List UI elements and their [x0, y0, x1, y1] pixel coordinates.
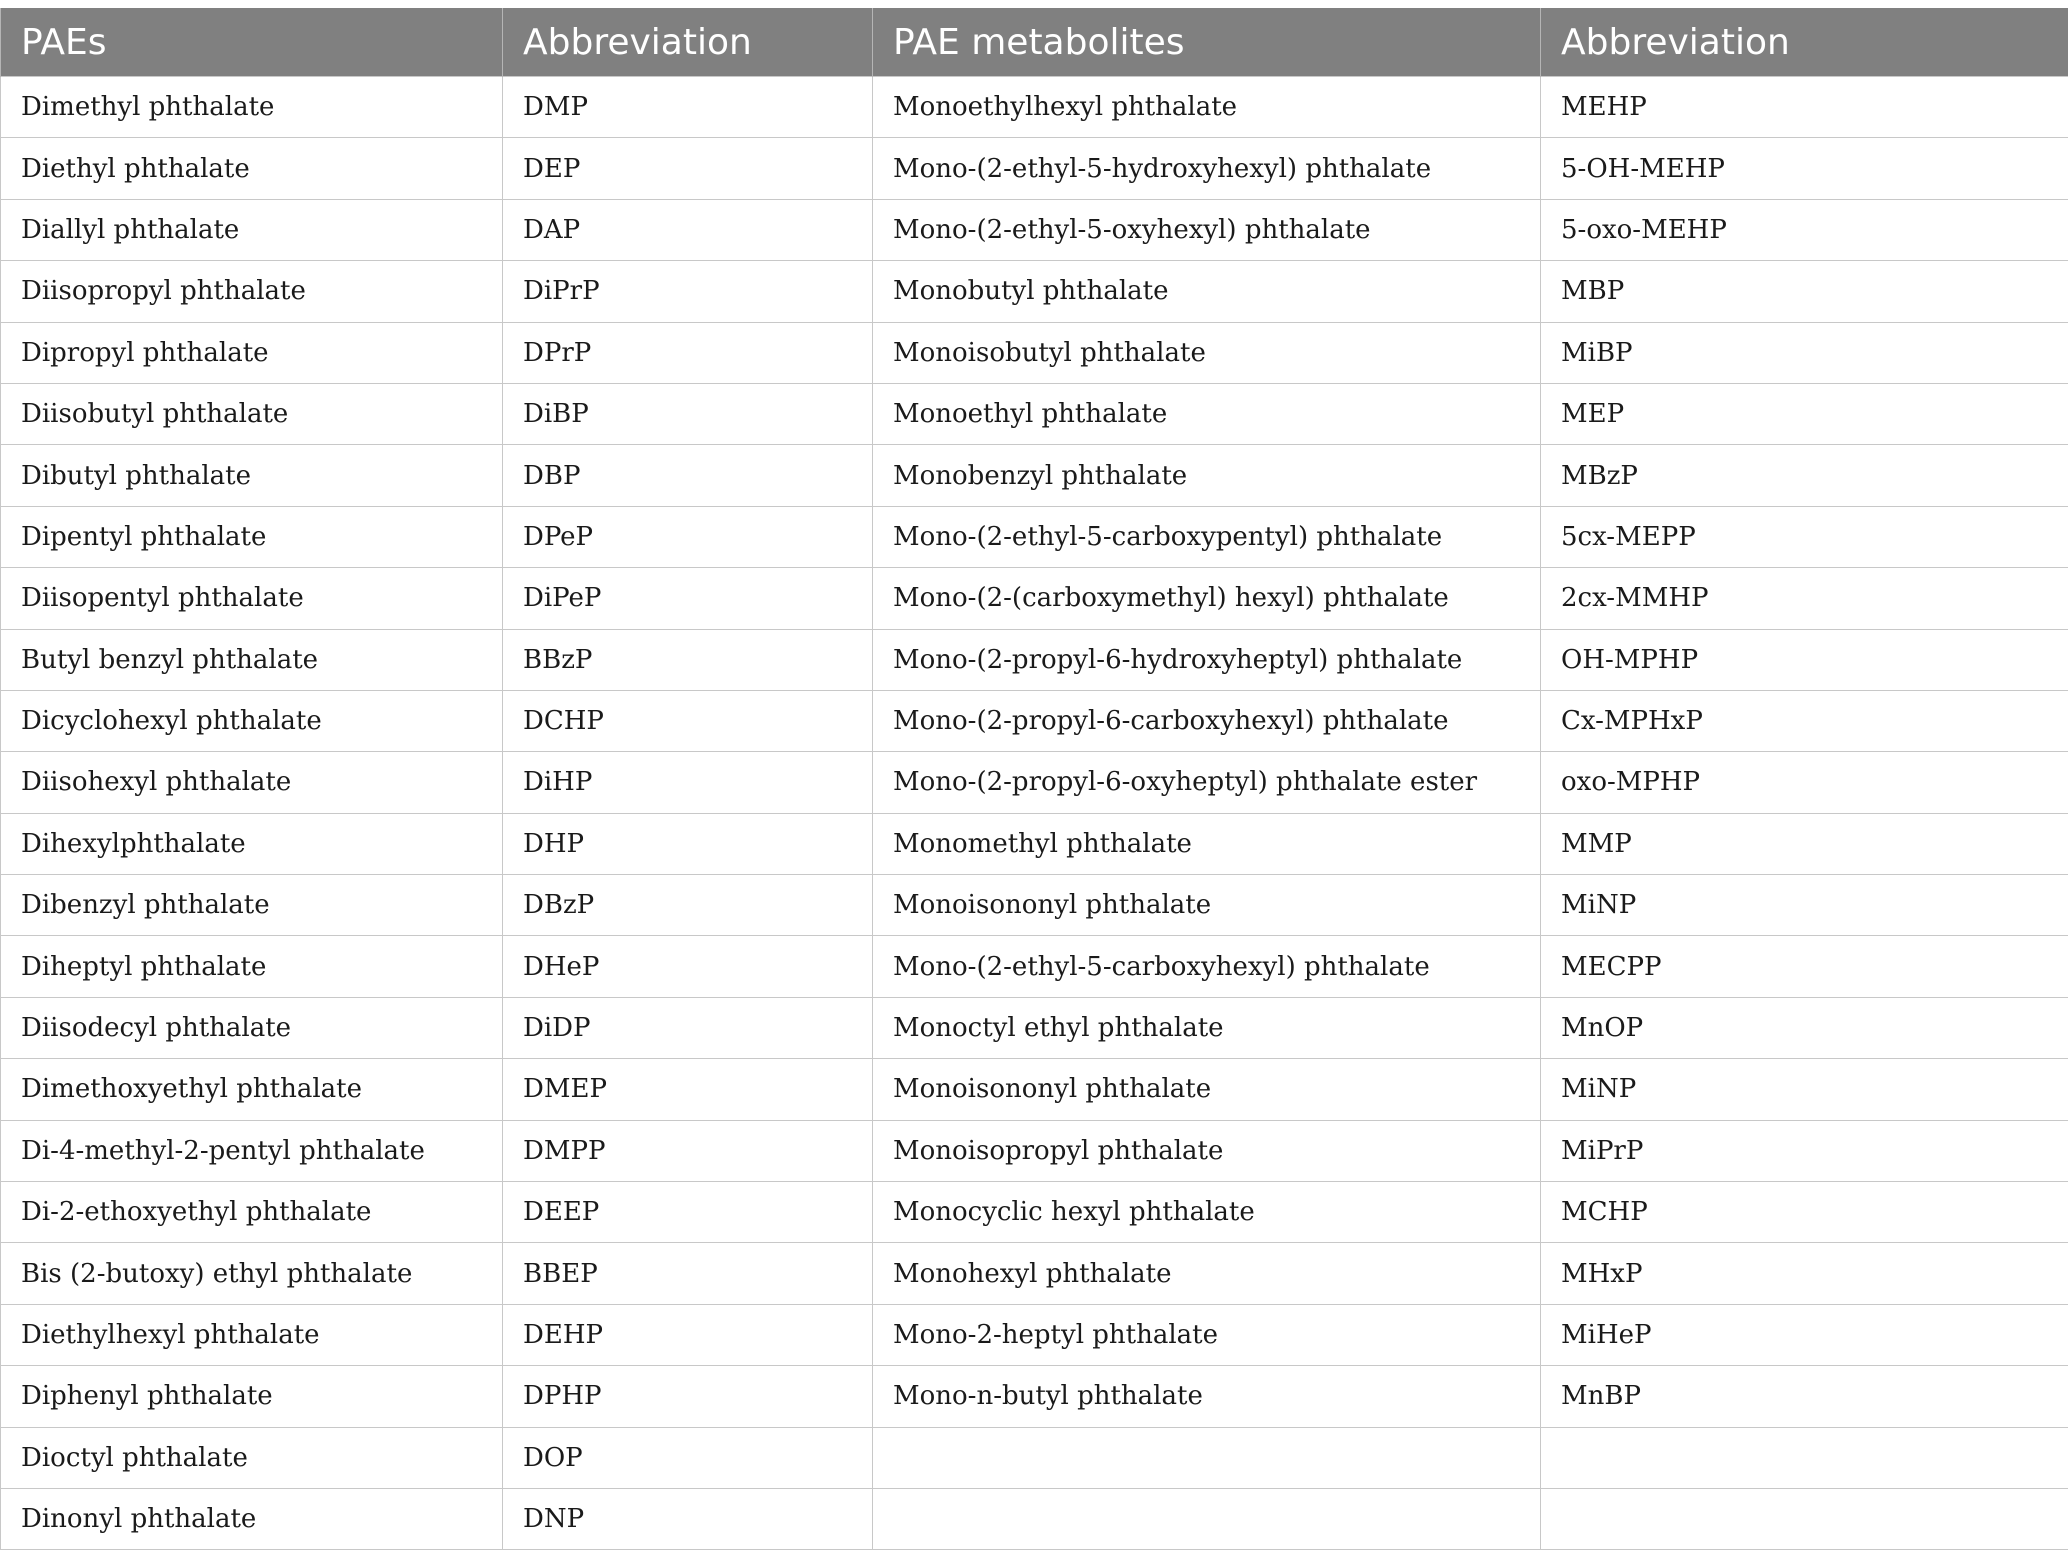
- pae-name-cell: Dimethoxyethyl phthalate: [1, 1059, 503, 1120]
- pae-abbreviation-cell: DBP: [503, 445, 873, 506]
- metabolite-abbreviation-cell: MBP: [1541, 261, 2068, 322]
- table-row: [1, 506, 2068, 567]
- pae-abbreviation-cell: DMPP: [503, 1120, 873, 1181]
- pae-name-cell: Dimethyl phthalate: [1, 77, 503, 138]
- metabolite-abbreviation-cell: Cx-MPHxP: [1541, 690, 2068, 751]
- metabolite-name-cell: Monoethylhexyl phthalate: [873, 77, 1541, 138]
- pae-name-cell: Dipentyl phthalate: [1, 506, 503, 567]
- table-container: [0, 8, 2068, 1550]
- pae-abbreviation-cell: DHP: [503, 813, 873, 874]
- table-header: [1, 8, 2068, 77]
- table-row: [1, 138, 2068, 199]
- pae-abbreviation-cell: DiPrP: [503, 261, 873, 322]
- metabolite-name-cell: Monoisononyl phthalate: [873, 1059, 1541, 1120]
- metabolite-name-cell: Monocyclic hexyl phthalate: [873, 1182, 1541, 1243]
- pae-abbreviation-cell: DEEP: [503, 1182, 873, 1243]
- table-row: [1, 936, 2068, 997]
- metabolite-abbreviation-cell: MnOP: [1541, 997, 2068, 1058]
- metabolite-abbreviation-cell: MBzP: [1541, 445, 2068, 506]
- pae-name-cell: Dihexylphthalate: [1, 813, 503, 874]
- table-row: [1, 875, 2068, 936]
- metabolite-name-cell: Mono-(2-propyl-6-carboxyhexyl) phthalate: [873, 690, 1541, 751]
- table-row: [1, 997, 2068, 1058]
- pae-name-cell: Di-2-ethoxyethyl phthalate: [1, 1182, 503, 1243]
- metabolite-name-cell: Mono-(2-ethyl-5-carboxypentyl) phthalate: [873, 506, 1541, 567]
- pae-name-cell: Dibutyl phthalate: [1, 445, 503, 506]
- metabolite-abbreviation-cell: MiPrP: [1541, 1120, 2068, 1181]
- metabolite-name-cell: Monohexyl phthalate: [873, 1243, 1541, 1304]
- pae-name-cell: Dicyclohexyl phthalate: [1, 690, 503, 751]
- table-row: [1, 813, 2068, 874]
- pae-name-cell: Diisopentyl phthalate: [1, 568, 503, 629]
- metabolite-name-cell: Monoisononyl phthalate: [873, 875, 1541, 936]
- metabolite-name-cell: Mono-(2-ethyl-5-oxyhexyl) phthalate: [873, 199, 1541, 260]
- pae-abbreviation-cell: DCHP: [503, 690, 873, 751]
- metabolite-abbreviation-cell: MiNP: [1541, 875, 2068, 936]
- table-row: [1, 1427, 2068, 1488]
- metabolite-abbreviation-cell: MiBP: [1541, 322, 2068, 383]
- pae-abbreviation-cell: DiPeP: [503, 568, 873, 629]
- metabolite-name-cell: Monoisobutyl phthalate: [873, 322, 1541, 383]
- table-body: [1, 77, 2068, 1550]
- table-row: [1, 1488, 2068, 1549]
- table-row: [1, 1059, 2068, 1120]
- metabolite-name-cell: Mono-(2-ethyl-5-carboxyhexyl) phthalate: [873, 936, 1541, 997]
- metabolite-name-cell: Monoctyl ethyl phthalate: [873, 997, 1541, 1058]
- table-row: [1, 261, 2068, 322]
- table-row: [1, 1182, 2068, 1243]
- pae-abbreviation-cell: DEP: [503, 138, 873, 199]
- metabolite-name-cell: Mono-(2-ethyl-5-hydroxyhexyl) phthalate: [873, 138, 1541, 199]
- pae-abbreviation-cell: DMEP: [503, 1059, 873, 1120]
- table-row: [1, 77, 2068, 138]
- metabolite-name-cell: Monomethyl phthalate: [873, 813, 1541, 874]
- metabolite-abbreviation-cell: 5-OH-MEHP: [1541, 138, 2068, 199]
- metabolite-abbreviation-cell: MMP: [1541, 813, 2068, 874]
- table-row: [1, 1366, 2068, 1427]
- table-row: [1, 629, 2068, 690]
- table-row: [1, 752, 2068, 813]
- metabolite-name-cell: Monoethyl phthalate: [873, 383, 1541, 444]
- pae-abbreviation-cell: DHeP: [503, 936, 873, 997]
- pae-name-cell: Diisodecyl phthalate: [1, 997, 503, 1058]
- metabolite-abbreviation-cell: oxo-MPHP: [1541, 752, 2068, 813]
- table-row: [1, 383, 2068, 444]
- pae-name-cell: Dipropyl phthalate: [1, 322, 503, 383]
- metabolite-name-cell: Mono-(2-propyl-6-hydroxyheptyl) phthalate: [873, 629, 1541, 690]
- pae-name-cell: Diheptyl phthalate: [1, 936, 503, 997]
- pae-abbreviation-cell: DMP: [503, 77, 873, 138]
- metabolite-name-cell: Mono-n-butyl phthalate: [873, 1366, 1541, 1427]
- pae-abbreviation-cell: DiBP: [503, 383, 873, 444]
- pae-name-cell: Diisobutyl phthalate: [1, 383, 503, 444]
- metabolite-name-cell: Monobenzyl phthalate: [873, 445, 1541, 506]
- metabolite-abbreviation-cell: MCHP: [1541, 1182, 2068, 1243]
- metabolite-name-cell: Mono-(2-(carboxymethyl) hexyl) phthalate: [873, 568, 1541, 629]
- pae-name-cell: Bis (2-butoxy) ethyl phthalate: [1, 1243, 503, 1304]
- pae-table: [0, 8, 2068, 1550]
- pae-name-cell: Diisopropyl phthalate: [1, 261, 503, 322]
- pae-abbreviation-cell: DNP: [503, 1488, 873, 1549]
- pae-abbreviation-cell: DPeP: [503, 506, 873, 567]
- table-row: [1, 199, 2068, 260]
- table-row: [1, 445, 2068, 506]
- pae-name-cell: Diallyl phthalate: [1, 199, 503, 260]
- pae-abbreviation-cell: DBzP: [503, 875, 873, 936]
- table-row: [1, 690, 2068, 751]
- metabolite-name-cell: [873, 1488, 1541, 1549]
- pae-name-cell: Diisohexyl phthalate: [1, 752, 503, 813]
- table-row: [1, 1243, 2068, 1304]
- metabolite-name-cell: Mono-(2-propyl-6-oxyheptyl) phthalate ester: [873, 752, 1541, 813]
- pae-abbreviation-cell: DAP: [503, 199, 873, 260]
- pae-name-cell: Di-4-methyl-2-pentyl phthalate: [1, 1120, 503, 1181]
- metabolite-name-cell: Monobutyl phthalate: [873, 261, 1541, 322]
- pae-name-cell: Dibenzyl phthalate: [1, 875, 503, 936]
- metabolite-abbreviation-cell: MiNP: [1541, 1059, 2068, 1120]
- pae-abbreviation-cell: DiDP: [503, 997, 873, 1058]
- pae-abbreviation-cell: DiHP: [503, 752, 873, 813]
- header-row: [1, 8, 2068, 77]
- pae-abbreviation-cell: DPHP: [503, 1366, 873, 1427]
- table-row: [1, 1120, 2068, 1181]
- metabolite-abbreviation-cell: MHxP: [1541, 1243, 2068, 1304]
- metabolite-abbreviation-cell: MEHP: [1541, 77, 2068, 138]
- pae-abbreviation-cell: DPrP: [503, 322, 873, 383]
- pae-name-cell: Diphenyl phthalate: [1, 1366, 503, 1427]
- pae-abbreviation-cell: BBzP: [503, 629, 873, 690]
- table-row: [1, 1304, 2068, 1365]
- pae-abbreviation-cell: DOP: [503, 1427, 873, 1488]
- pae-name-cell: Butyl benzyl phthalate: [1, 629, 503, 690]
- metabolite-name-cell: Mono-2-heptyl phthalate: [873, 1304, 1541, 1365]
- metabolite-abbreviation-cell: 5-oxo-MEHP: [1541, 199, 2068, 260]
- header-pae-metabolites: PAE metabolites: [873, 8, 1541, 77]
- pae-name-cell: Dinonyl phthalate: [1, 1488, 503, 1549]
- metabolite-abbreviation-cell: MnBP: [1541, 1366, 2068, 1427]
- header-metabolite-abbreviation: Abbreviation: [1541, 8, 2068, 77]
- table-row: [1, 322, 2068, 383]
- metabolite-abbreviation-cell: 2cx-MMHP: [1541, 568, 2068, 629]
- table-row: [1, 568, 2068, 629]
- pae-abbreviation-cell: BBEP: [503, 1243, 873, 1304]
- metabolite-name-cell: Monoisopropyl phthalate: [873, 1120, 1541, 1181]
- metabolite-abbreviation-cell: MECPP: [1541, 936, 2068, 997]
- pae-abbreviation-cell: DEHP: [503, 1304, 873, 1365]
- metabolite-abbreviation-cell: 5cx-MEPP: [1541, 506, 2068, 567]
- metabolite-abbreviation-cell: [1541, 1488, 2068, 1549]
- pae-name-cell: Diethylhexyl phthalate: [1, 1304, 503, 1365]
- metabolite-abbreviation-cell: [1541, 1427, 2068, 1488]
- metabolite-abbreviation-cell: MiHeP: [1541, 1304, 2068, 1365]
- header-paes: PAEs: [1, 8, 503, 77]
- metabolite-abbreviation-cell: MEP: [1541, 383, 2068, 444]
- metabolite-name-cell: [873, 1427, 1541, 1488]
- metabolite-abbreviation-cell: OH-MPHP: [1541, 629, 2068, 690]
- pae-name-cell: Dioctyl phthalate: [1, 1427, 503, 1488]
- pae-name-cell: Diethyl phthalate: [1, 138, 503, 199]
- header-pae-abbreviation: Abbreviation: [503, 8, 873, 77]
